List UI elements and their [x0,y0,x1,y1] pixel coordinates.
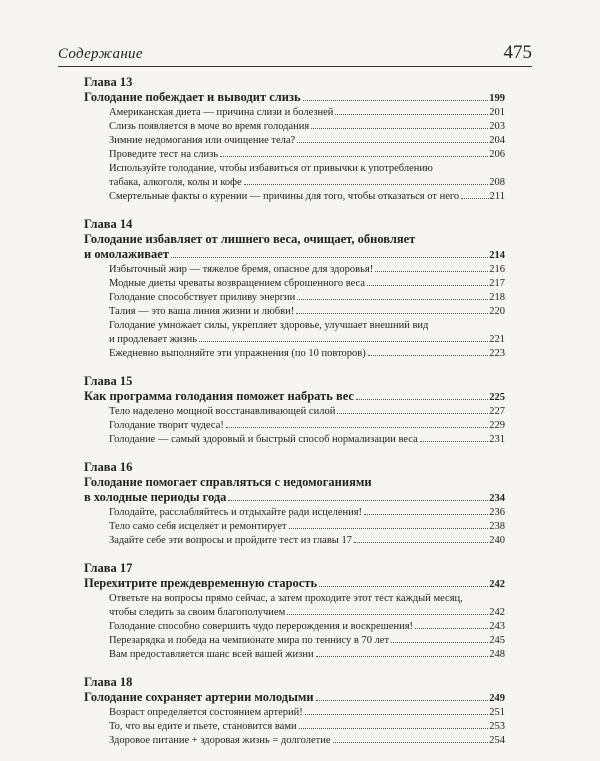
toc-entry-row [109,106,505,120]
chapter-title-row [84,690,505,706]
chapter-page-number: 225 [489,392,505,403]
dot-leader [299,728,489,729]
toc-entry-text: Голодание способно совершить чудо перерождения и воскрешения! [109,621,414,632]
toc-entry [84,620,505,634]
toc-entry-row [109,520,505,534]
chapter-section [84,217,505,361]
chapter-label: Глава 17 [84,561,133,575]
toc-entry-row [109,734,505,748]
toc-entry [84,534,505,548]
dot-leader [289,528,489,529]
toc-entry-page-number: 240 [489,535,505,546]
chapter-section [84,75,505,204]
toc-entry [84,162,505,190]
toc-entry-row [109,606,505,620]
chapter-section [84,460,505,548]
toc-entry-line: Ответьте на вопросы прямо сейчас, а затем проходите этот тест каждый месяц, [109,593,463,604]
toc-entry-text: табака, алкоголя, колы и кофе [109,177,242,188]
chapter-label: Глава 16 [84,460,133,474]
toc-entry-page-number: 238 [489,521,505,532]
toc-entry-page-number: 254 [489,735,505,746]
toc-entry [84,190,505,204]
toc-entry-text: Тело само себя исцеляет и ремонтирует [109,521,287,532]
dot-leader [297,142,488,143]
toc-entry-text: Зимние недомогания или очищение тела? [109,135,296,146]
toc-entry-row [109,634,505,648]
toc-entry-page-number: 221 [489,334,505,345]
dot-leader [244,184,489,185]
dot-leader [316,656,489,657]
toc-entry-row [109,419,505,433]
toc-entry-line: Используйте голодание, чтобы избавиться от привычки к употреблению [109,163,433,174]
toc-entry-row [109,347,505,361]
chapter-page-number: 249 [489,693,505,704]
toc-entry-page-number: 220 [489,306,505,317]
chapter-title-line: Голодание помогает справляться с недомоганиями [84,475,372,489]
dot-leader [319,586,488,587]
toc-entry-row [109,134,505,148]
page-number: 475 [503,42,532,63]
toc-entry [84,419,505,433]
table-of-contents [84,75,505,761]
toc-entry-row [109,263,505,277]
toc-entry-text: Американская диета — причина слизи и болезней [109,107,334,118]
dot-leader [391,642,488,643]
chapter-title-row [84,90,505,106]
toc-entry-row [109,648,505,662]
toc-entry-text: Вам предоставляется шанс всей вашей жизни [109,649,314,660]
chapter-label: Глава 15 [84,374,133,388]
dot-leader [420,441,489,442]
dot-leader [364,514,488,515]
chapter-title-text: Как программа голодания поможет набрать вес [84,389,354,403]
toc-entry-text: Голодание творит чудеса! [109,420,224,431]
dot-leader [228,500,488,501]
dot-leader [171,257,488,258]
toc-entry [84,506,505,520]
dot-leader [335,114,488,115]
toc-entry-row [109,305,505,319]
dot-leader [316,700,489,701]
toc-entry-page-number: 211 [489,191,505,202]
chapter-title-row [84,490,505,506]
chapter-page-number: 199 [489,93,505,104]
toc-entry [84,319,505,347]
toc-entry [84,120,505,134]
toc-entry-row [109,291,505,305]
header-title: Содержание [58,46,143,62]
dot-leader [296,313,488,314]
toc-entry [84,592,505,620]
toc-entry [84,106,505,120]
toc-entry [84,720,505,734]
toc-entry-page-number: 216 [489,264,505,275]
toc-entry-text: Избыточный жир — тяжелое бремя, опасное для здоровья! [109,264,374,275]
toc-entry-text: Голодание способствует приливу энергии [109,292,296,303]
toc-entry-text: Голодайте, расслабляйтесь и отдыхайте ради исцеления! [109,507,363,518]
dot-leader [303,100,489,101]
toc-entry-page-number: 208 [489,177,505,188]
toc-entry-text: Возраст определяется состоянием артерий! [109,707,303,718]
dot-leader [375,271,488,272]
toc-entry [84,134,505,148]
toc-entry-row [109,506,505,520]
toc-entry-page-number: 218 [489,292,505,303]
toc-entry [84,405,505,419]
toc-entry-row [109,120,505,134]
toc-entry-text: Голодание — самый здоровый и быстрый способ нормализации веса [109,434,418,445]
chapter-title-line: Голодание избавляет от лишнего веса, очищает, обновляет [84,232,416,246]
toc-entry [84,148,505,162]
toc-entry-row [109,190,505,204]
dot-leader [461,198,488,199]
toc-entry-text: Слизь появляется в моче во время голодания [109,121,310,132]
toc-entry-text: Здоровое питание + здоровая жизнь = долголетие [109,735,331,746]
toc-entry-row [109,620,505,634]
chapter-title-text: Голодание сохраняет артерии молодыми [84,690,314,704]
toc-entry-text: Модные диеты чреваты возвращением сброшенного веса [109,278,365,289]
toc-entry-text: Смертельные факты о курении — причины для того, чтобы отказаться от него [109,191,460,202]
toc-entry [84,734,505,748]
chapter-title-text: в холодные периоды года [84,490,227,504]
toc-entry-row [109,333,505,347]
toc-entry-page-number: 248 [489,649,505,660]
toc-entry-text: Задайте себе эти вопросы и пройдите тест из главы 17 [109,535,352,546]
dot-leader [305,714,489,715]
toc-entry-page-number: 231 [489,434,505,445]
toc-entry-page-number: 206 [489,149,505,160]
chapter-section [84,374,505,447]
toc-entry-text: Ежедневно выполняйте эти упражнения (по 10 повторов) [109,348,366,359]
toc-entry-row [109,706,505,720]
toc-entry-row [109,405,505,419]
dot-leader [311,128,488,129]
toc-entry [84,291,505,305]
toc-entry-page-number: 227 [489,406,505,417]
toc-entry-row [109,277,505,291]
chapter-page-number: 242 [489,579,505,590]
chapter-title-row [84,247,505,263]
chapter-label: Глава 13 [84,75,133,89]
chapter-label: Глава 14 [84,217,133,231]
dot-leader [333,742,489,743]
toc-entry [84,520,505,534]
chapter-title [84,389,505,405]
toc-entry-row [109,433,505,447]
toc-entry-row [109,176,505,190]
chapter-section [84,675,505,748]
dot-leader [199,341,488,342]
toc-entry [84,347,505,361]
chapter-title-text: и омолаживает [84,247,169,261]
dot-leader [220,156,488,157]
toc-entry-row [109,534,505,548]
toc-entry-text: Перезарядка и победа на чемпионате мира по теннису в 70 лет [109,635,390,646]
chapter-section [84,561,505,662]
toc-entry-text: То, что вы едите и пьете, становится вами [109,721,297,732]
toc-entry-page-number: 251 [489,707,505,718]
chapter-title-text: Перехитрите преждевременную старость [84,576,318,590]
toc-entry-page-number: 223 [489,348,505,359]
toc-entry-row [109,148,505,162]
toc-entry-page-number: 253 [489,721,505,732]
dot-leader [354,542,488,543]
toc-entry-page-number: 236 [489,507,505,518]
chapter-title [84,475,505,506]
chapter-page-number: 214 [489,250,505,261]
toc-entry-page-number: 243 [489,621,505,632]
dot-leader [368,355,489,356]
dot-leader [226,427,488,428]
chapter-title [84,576,505,592]
toc-entry-page-number: 229 [489,420,505,431]
chapter-title [84,90,505,106]
toc-entry [84,634,505,648]
toc-entry-page-number: 203 [489,121,505,132]
chapter-title [84,232,505,263]
toc-entry [84,433,505,447]
dot-leader [415,628,488,629]
chapter-label: Глава 18 [84,675,133,689]
running-header [58,40,532,67]
toc-entry-text: и продлевает жизнь [109,334,198,345]
chapter-title-row [84,389,505,405]
dot-leader [356,399,488,400]
toc-entry-row [109,720,505,734]
dot-leader [297,299,488,300]
toc-entry [84,305,505,319]
toc-entry-page-number: 245 [489,635,505,646]
toc-entry-text: Талия — это ваша линия жизни и любви! [109,306,295,317]
toc-entry [84,277,505,291]
dot-leader [337,413,488,414]
toc-entry-page-number: 201 [489,107,505,118]
toc-entry-page-number: 204 [489,135,505,146]
toc-entry-page-number: 217 [489,278,505,289]
toc-entry-page-number: 242 [489,607,505,618]
toc-entry [84,648,505,662]
chapter-title-row [84,576,505,592]
chapter-page-number: 234 [489,493,505,504]
toc-entry-text: чтобы следить за своим благополучием [109,607,286,618]
dot-leader [287,614,488,615]
dot-leader [367,285,488,286]
toc-entry-text: Проведите тест на слизь [109,149,219,160]
toc-entry-line: Голодание умножает силы, укрепляет здоровье, улучшает внешний вид [109,320,429,331]
toc-entry-text: Тело наделено мощной восстанавливающей силой [109,406,336,417]
chapter-title-text: Голодание побеждает и выводит слизь [84,90,301,104]
chapter-title [84,690,505,706]
toc-entry [84,706,505,720]
toc-entry [84,263,505,277]
